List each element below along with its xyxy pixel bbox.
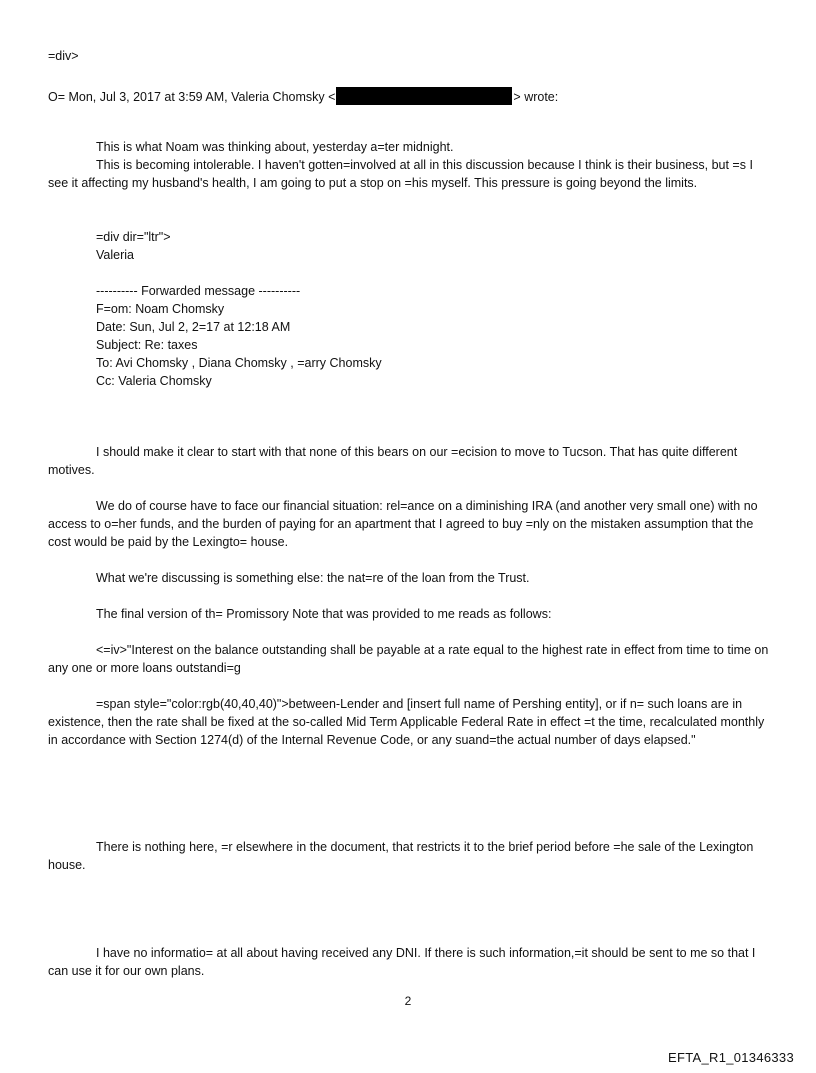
forwarded-heading: ---------- Forwarded message ---------- <box>96 284 301 298</box>
message-paragraph-1: This is becoming intolerable. I haven't gotten=involved at all in this discussion because I think is their business, but =s I see it affecting my husband's health, I am going to put a stop on =his myself. This pressure is going beyond the limits. <box>48 158 753 190</box>
forwarded-from: F=om: Noam Chomsky <box>96 302 225 316</box>
redaction-block <box>336 87 512 105</box>
body-paragraph-5: <=iv>"Interest on the balance outstanding shall be payable at a rate equal to the highest rate in effect from time to time on any one or more loans outstandi=g <box>48 643 769 675</box>
signature: Valeria <box>96 248 134 262</box>
wrote-line <box>48 87 558 106</box>
page-number: 2 <box>404 994 412 1008</box>
body-paragraph-1: I should make it clear to start with that none of this bears on our =ecision to move to Tucson. That has quite different motives. <box>48 445 738 477</box>
message-line-1: This is what Noam was thinking about, yesterday a=ter midnight. <box>96 140 454 154</box>
body-paragraph-8: I have no informatio= at all about having received any DNI. If there is such information,=it should be sent to me so that I can use it for our own plans. <box>48 946 756 978</box>
div-open-line: =div> <box>48 49 79 63</box>
body-paragraph-7: There is nothing here, =r elsewhere in the document, that restricts it to the brief period before =he sale of the Lexington house. <box>48 840 754 872</box>
forwarded-subject: Subject: Re: taxes <box>96 338 198 352</box>
body-paragraph-3: What we're discussing is something else: the nat=re of the loan from the Trust. <box>96 571 530 585</box>
body-paragraph-6: =span style="color:rgb(40,40,40)">between-Lender and [insert full name of Pershing entity], or if n= such loans are in existence, then the rate shall be fixed at the so-called Mid Term Applicable Federal Rate in effect =t the time, recalculated monthly in accordance with Section 1274(d) of the Internal Revenue Code, or any suand=the actual number of days elapsed." <box>48 697 765 747</box>
body-paragraph-2: We do of course have to face our financial situation: rel=ance on a diminishing IRA (and another very small one) with no access to o=her funds, and the burden of paying for an apartment that I agreed to buy =nly on the mistaken assumption that the cost would be paid by the Lexingto= house. <box>48 499 758 549</box>
forwarded-cc: Cc: Valeria Chomsky <box>96 374 212 388</box>
footer-document-id: EFTA_R1_01346333 <box>668 1050 794 1065</box>
body-paragraph-4: The final version of th= Promissory Note that was provided to me reads as follows: <box>96 607 552 621</box>
div-ltr-line: =div dir="ltr"> <box>96 230 171 244</box>
forwarded-date: Date: Sun, Jul 2, 2=17 at 12:18 AM <box>96 320 291 334</box>
forwarded-to: To: Avi Chomsky , Diana Chomsky , =arry Chomsky <box>96 356 382 370</box>
wrote-suffix: > wrote: <box>513 90 559 104</box>
wrote-prefix: O= Mon, Jul 3, 2017 at 3:59 AM, Valeria Chomsky < <box>48 90 336 104</box>
